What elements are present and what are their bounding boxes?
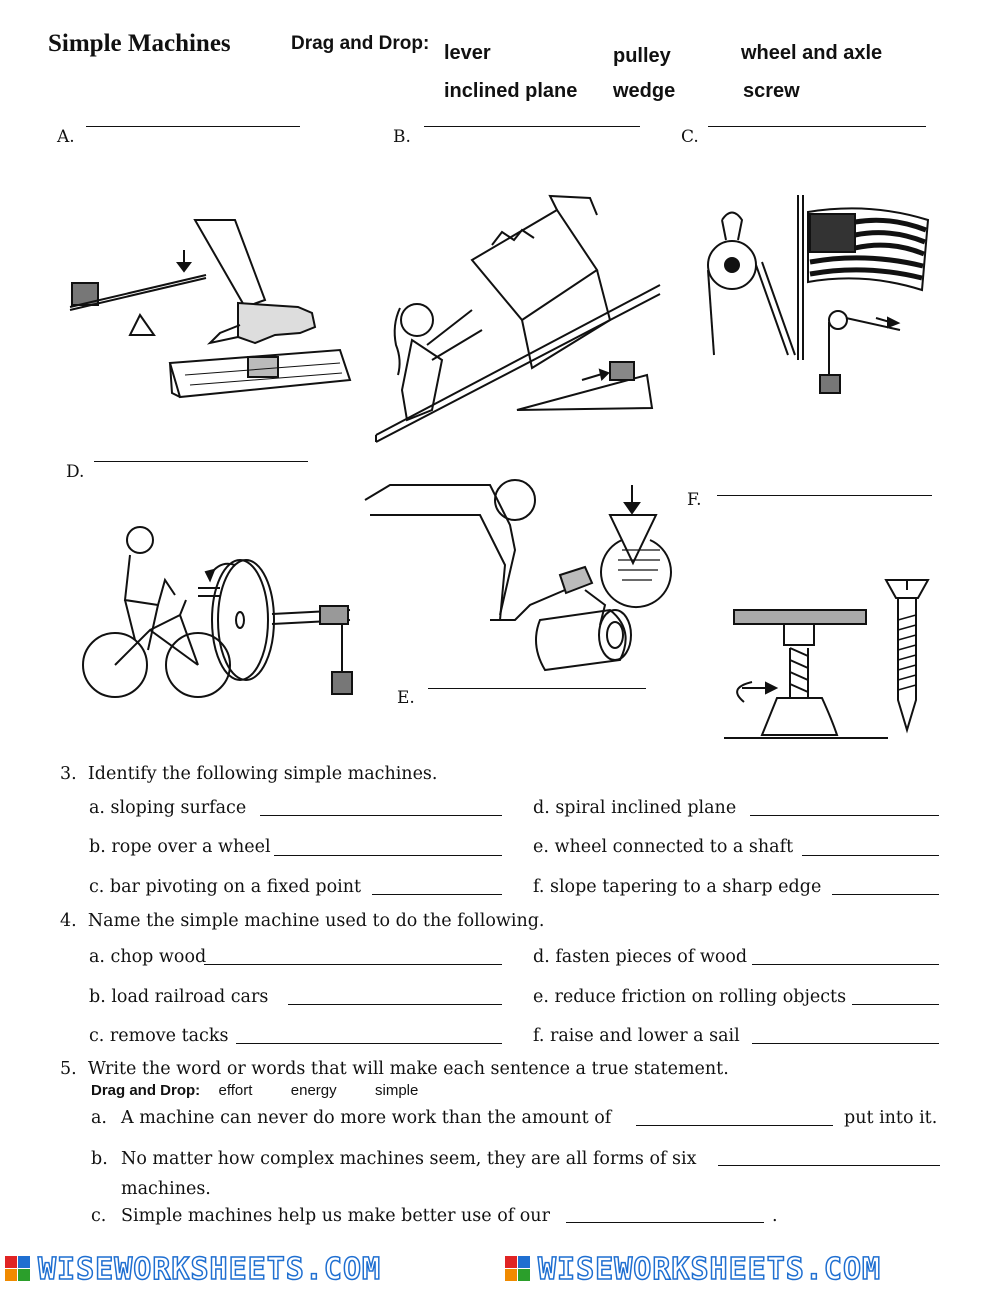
q3-item-d: d. spiral inclined plane <box>533 798 737 818</box>
q3-blank-f[interactable] <box>832 894 939 895</box>
pulley-illustration <box>700 190 930 405</box>
q3-prompt: Identify the following simple machines. <box>87 764 438 784</box>
q5-sentence-a: A machine can never do more work than the amount of <box>121 1108 612 1128</box>
q5-sentence-c-end: . <box>772 1206 778 1226</box>
q5-number: 5. <box>60 1059 77 1079</box>
q5-word-bank-item[interactable]: effort <box>218 1082 253 1099</box>
word-bank-item[interactable]: screw <box>743 80 800 102</box>
wise-logo-icon <box>505 1256 531 1282</box>
q3-blank-e[interactable] <box>802 855 939 856</box>
screw-illustration <box>722 570 940 740</box>
q3-item-b: b. rope over a wheel <box>89 837 271 857</box>
q5-sentence-a-end: put into it. <box>844 1108 938 1128</box>
answer-blank-d[interactable] <box>94 461 308 462</box>
wise-logo-icon <box>5 1256 31 1282</box>
q5-letter-c: c. <box>91 1206 107 1226</box>
answer-blank-e[interactable] <box>428 688 646 689</box>
q5-sentence-b: No matter how complex machines seem, they are all forms of six <box>121 1149 697 1169</box>
q5-blank-c[interactable] <box>566 1222 764 1223</box>
label-f: F. <box>687 490 702 510</box>
answer-blank-c[interactable] <box>708 126 926 127</box>
label-d: D. <box>66 462 85 482</box>
q3-blank-c[interactable] <box>372 894 502 895</box>
q3-item-e: e. wheel connected to a shaft <box>533 837 794 857</box>
q3-item-a: a. sloping surface <box>89 798 247 818</box>
word-bank-item[interactable]: lever <box>444 42 491 64</box>
q5-word-bank-item[interactable]: simple <box>375 1082 419 1099</box>
word-bank-item[interactable]: wheel and axle <box>741 42 883 64</box>
q3-blank-d[interactable] <box>750 815 939 816</box>
q5-prompt: Write the word or words that will make each sentence a true statement. <box>87 1059 729 1079</box>
lever-illustration <box>60 215 360 400</box>
q5-letter-a: a. <box>91 1108 107 1128</box>
q3-number: 3. <box>60 764 77 784</box>
q4-item-a: a. chop wood <box>89 947 207 967</box>
label-b: B. <box>393 127 411 147</box>
q4-blank-e[interactable] <box>852 1004 939 1005</box>
q3-item-c: c. bar pivoting on a fixed point <box>89 877 362 897</box>
answer-blank-b[interactable] <box>424 126 640 127</box>
q5-sentence-c: Simple machines help us make better use of our <box>121 1206 550 1226</box>
footer-brand-text: WISEWORKSHEETS.COM <box>38 1252 382 1287</box>
wedge-illustration <box>360 455 665 680</box>
answer-blank-f[interactable] <box>717 495 932 496</box>
q5-sentence-b-cont: machines. <box>121 1179 211 1199</box>
worksheet-title: Simple Machines <box>48 30 231 57</box>
inclined-plane-illustration <box>372 190 667 450</box>
q4-blank-b[interactable] <box>288 1004 502 1005</box>
word-bank-item[interactable]: inclined plane <box>444 80 578 102</box>
label-c: C. <box>681 127 699 147</box>
q4-blank-f[interactable] <box>752 1043 939 1044</box>
q4-item-f: f. raise and lower a sail <box>533 1026 740 1046</box>
footer-brand-text: WISEWORKSHEETS.COM <box>538 1252 882 1287</box>
drag-drop-label: Drag and Drop: <box>291 33 430 54</box>
label-a: A. <box>57 127 75 147</box>
q3-blank-b[interactable] <box>274 855 502 856</box>
q5-letter-b: b. <box>91 1149 108 1169</box>
q4-blank-a[interactable] <box>204 964 502 965</box>
q4-item-b: b. load railroad cars <box>89 987 269 1007</box>
q4-number: 4. <box>60 911 77 931</box>
q5-word-bank-item[interactable]: energy <box>290 1082 337 1099</box>
q4-item-c: c. remove tacks <box>89 1026 229 1046</box>
q5-blank-a[interactable] <box>636 1125 833 1126</box>
q3-blank-a[interactable] <box>260 815 502 816</box>
q4-item-d: d. fasten pieces of wood <box>533 947 748 967</box>
q5-drag-drop-label: Drag and Drop: <box>91 1082 201 1099</box>
q4-blank-d[interactable] <box>752 964 939 965</box>
word-bank-item[interactable]: wedge <box>613 80 676 102</box>
q4-item-e: e. reduce friction on rolling objects <box>533 987 847 1007</box>
answer-blank-a[interactable] <box>86 126 300 127</box>
q4-blank-c[interactable] <box>236 1043 502 1044</box>
q3-item-f: f. slope tapering to a sharp edge <box>533 877 822 897</box>
footer-watermark <box>0 1250 1000 1289</box>
q4-prompt: Name the simple machine used to do the following. <box>87 911 545 931</box>
word-bank-item[interactable]: pulley <box>613 45 671 67</box>
label-e: E. <box>397 688 415 708</box>
wheel-and-axle-illustration <box>80 520 365 725</box>
q5-blank-b[interactable] <box>718 1165 940 1166</box>
